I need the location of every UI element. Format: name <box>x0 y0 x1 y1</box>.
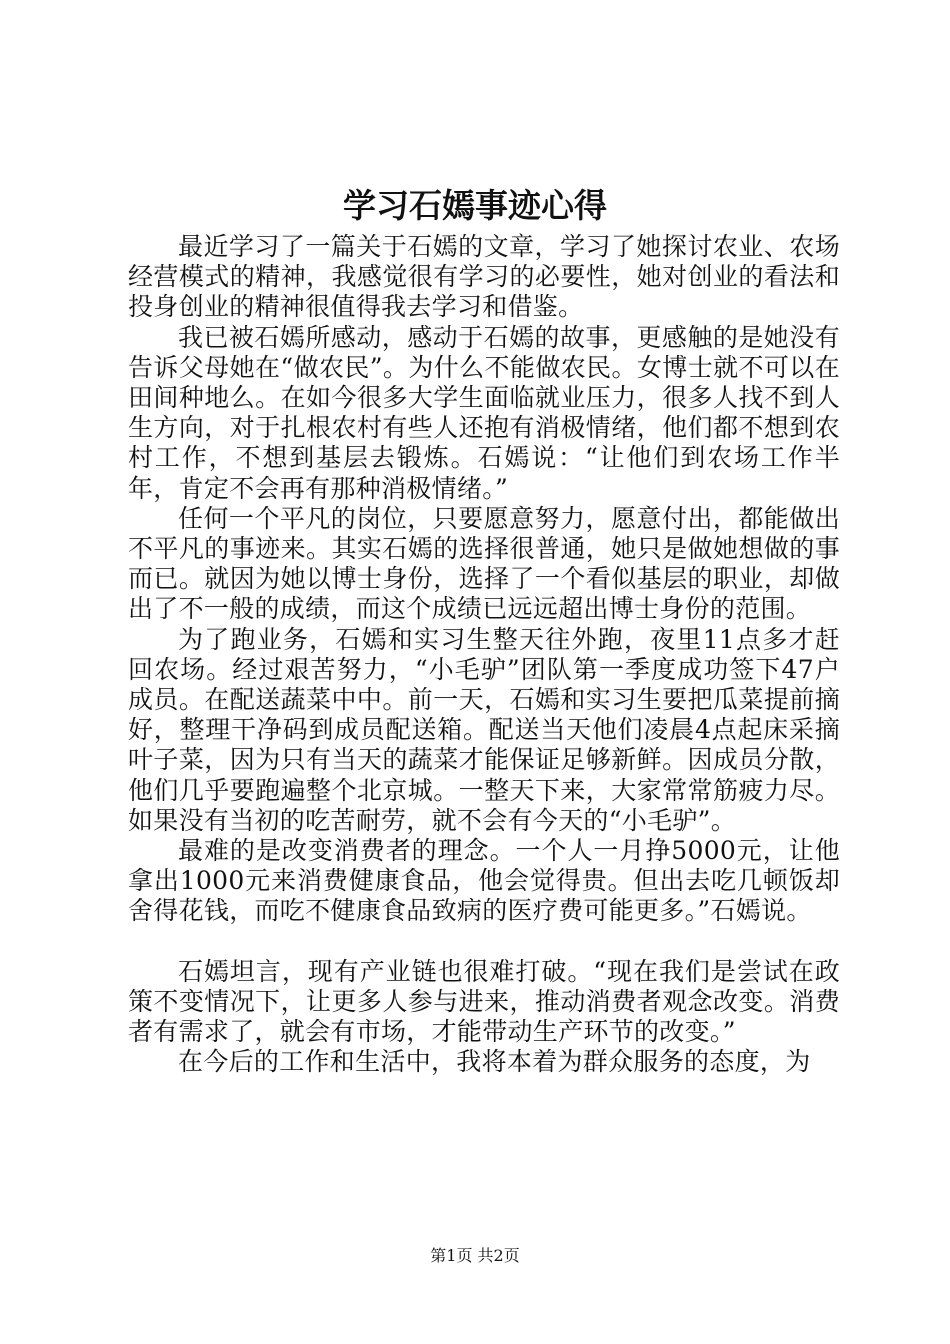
paragraph-4: 为了跑业务，石嫣和实习生整天往外跑，夜里11点多才赶回农场。经过艰苦努力，“小毛驴”团队第一季度成功签下47户成员。在配送蔬菜中中。前一天，石嫣和实习生要把瓜菜提前摘好，整理干净码到成员配送箱。配送当天他们凌晨4点起床采摘叶子菜，因为只有当天的蔬菜才能保证足够新鲜。因成员分散，他们几乎要跑遍整个北京城。一整天下来，大家常常筋疲力尽。如果没有当初的吃苦耐劳，就不会有今天的“小毛驴”。 <box>128 624 840 835</box>
paragraph-5: 最难的是改变消费者的理念。一个人一月挣5000元，让他拿出1000元来消费健康食品，他会觉得贵。但出去吃几顿饭却舍得花钱，而吃不健康食品致病的医疗费可能更多。”石嫣说。 <box>128 836 840 926</box>
document-body <box>128 232 840 1077</box>
paragraph-2: 我已被石嫣所感动，感动于石嫣的故事，更感触的是她没有告诉父母她在“做农民”。为什么不能做农民。女博士就不可以在田间种地么。在如今很多大学生面临就业压力，很多人找不到人生方向，对于扎根农村有些人还抱有消极情绪，他们都不想到农村工作，不想到基层去锻炼。石嫣说：“让他们到农场工作半年，肯定不会再有那种消极情绪。” <box>128 322 840 503</box>
paragraph-7: 在今后的工作和生活中，我将本着为群众服务的态度，为 <box>178 1047 811 1077</box>
paragraph-1: 最近学习了一篇关于石嫣的文章，学习了她探讨农业、农场经营模式的精神，我感觉很有学习的必要性，她对创业的看法和投身创业的精神很值得我去学习和借鉴。 <box>128 232 840 322</box>
paragraph-3: 任何一个平凡的岗位，只要愿意努力，愿意付出，都能做出不平凡的事迹来。其实石嫣的选择很普通，她只是做她想做的事而已。就因为她以博士身份，选择了一个看似基层的职业，却做出了不一般的成绩，而这个成绩已远远超出博士身份的范围。 <box>128 503 840 624</box>
paragraph-6: 石嫣坦言，现有产业链也很难打破。“现在我们是尝试在政策不变情况下，让更多人参与进来，推动消费者观念改变。消费者有需求了，就会有市场，才能带动生产环节的改变。” <box>128 956 840 1047</box>
page-footer: 第1页 共2页 <box>430 1246 520 1265</box>
document-title: 学习石嫣事迹心得 <box>343 186 607 225</box>
